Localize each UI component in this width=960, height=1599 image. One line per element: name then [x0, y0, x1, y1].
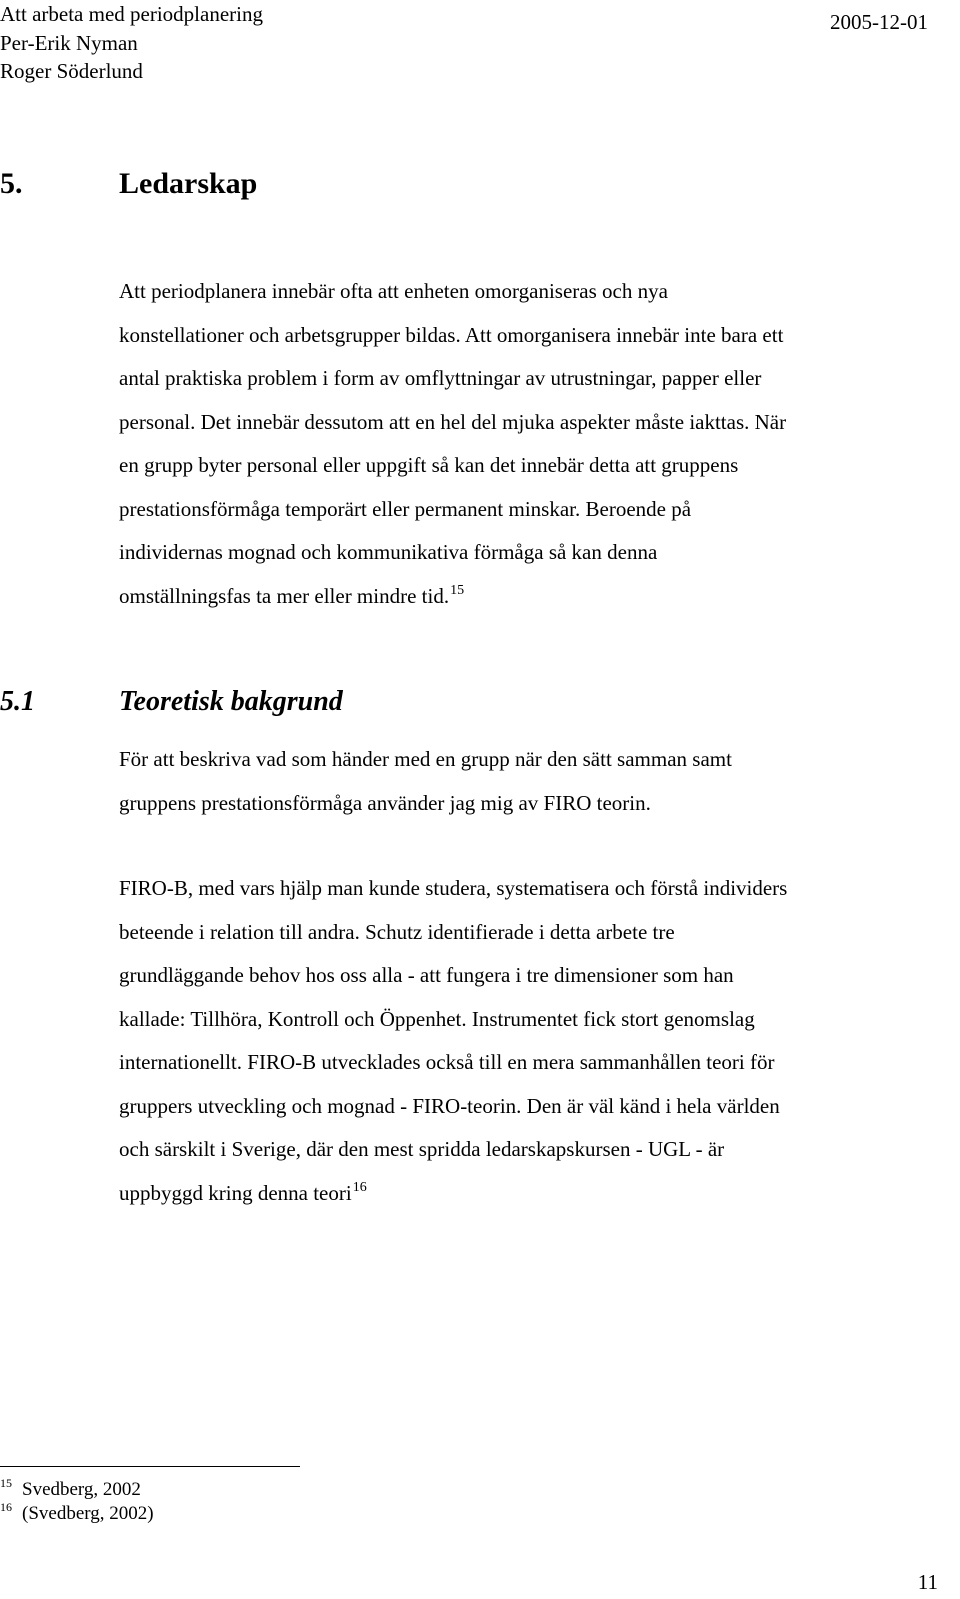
footnote: 15 Svedberg, 2002: [0, 1476, 141, 1500]
chapter-title: Ledarskap: [119, 167, 258, 200]
paragraph-line: Att periodplanera innebär ofta att enheten omorganiseras och nya: [119, 279, 668, 303]
chapter-number: 5.: [0, 167, 23, 200]
footnote: 16 (Svedberg, 2002): [0, 1500, 154, 1524]
paragraph-line: FIRO-B, med vars hjälp man kunde studera, systematisera och förstå individers: [119, 876, 788, 900]
footnote-separator: [0, 1466, 300, 1467]
section-number: 5.1: [0, 686, 35, 717]
section-title: Teoretisk bakgrund: [119, 686, 343, 717]
paragraph-line: internationellt. FIRO-B utvecklades också till en mera sammanhållen teori för: [119, 1050, 775, 1074]
header-date: 2005-12-01: [830, 10, 928, 34]
chapter-paragraph: [119, 270, 786, 618]
section-paragraph-1: [119, 738, 732, 825]
header-title: Att arbeta med periodplanering: [0, 2, 263, 26]
paragraph-line: gruppers utveckling och mognad - FIRO-teorin. Den är väl känd i hela världen: [119, 1093, 780, 1118]
paragraph-line: För att beskriva vad som händer med en grupp när den sätt samman samt: [119, 747, 732, 771]
footnote-reference: 15: [450, 582, 465, 598]
page-number: 11: [917, 1570, 938, 1594]
paragraph-line: omställningsfas ta mer eller mindre tid.: [119, 583, 450, 608]
paragraph-line: prestationsförmåga temporärt eller permanent minskar. Beroende på: [119, 496, 692, 521]
footnote-text: Svedberg, 2002: [22, 1479, 141, 1500]
paragraph-line: kallade: Tillhöra, Kontroll och Öppenhet. Instrumentet fick stort genomslag: [119, 1006, 755, 1031]
header-author-2: Roger Söderlund: [0, 59, 143, 83]
paragraph-line: gruppens prestationsförmåga använder jag mig av FIRO teorin.: [119, 790, 651, 815]
paragraph-line: personal. Det innebär dessutom att en hel del mjuka aspekter måste iakttas. När: [119, 409, 787, 434]
paragraph-line: konstellationer och arbetsgrupper bildas. Att omorganisera innebär inte bara ett: [119, 322, 784, 347]
header-author-1: Per-Erik Nyman: [0, 31, 138, 55]
footnote-reference: 16: [352, 1179, 367, 1195]
paragraph-line: grundläggande behov hos oss alla - att fungera i tre dimensioner som han: [119, 963, 734, 987]
section-paragraph-2: [119, 867, 787, 1215]
footnote-text: (Svedberg, 2002): [22, 1503, 154, 1524]
paragraph-line: antal praktiska problem i form av omflyttningar av utrustningar, papper eller: [119, 366, 762, 390]
paragraph-line: uppbyggd kring denna teori: [119, 1180, 352, 1205]
paragraph-line: beteende i relation till andra. Schutz identifierade i detta arbete tre: [119, 919, 675, 944]
paragraph-line: och särskilt i Sverige, där den mest spridda ledarskapskursen - UGL - är: [119, 1137, 725, 1161]
paragraph-line: en grupp byter personal eller uppgift så kan det innebär detta att gruppens: [119, 453, 739, 477]
paragraph-line: individernas mognad och kommunikativa förmåga så kan denna: [119, 540, 658, 564]
